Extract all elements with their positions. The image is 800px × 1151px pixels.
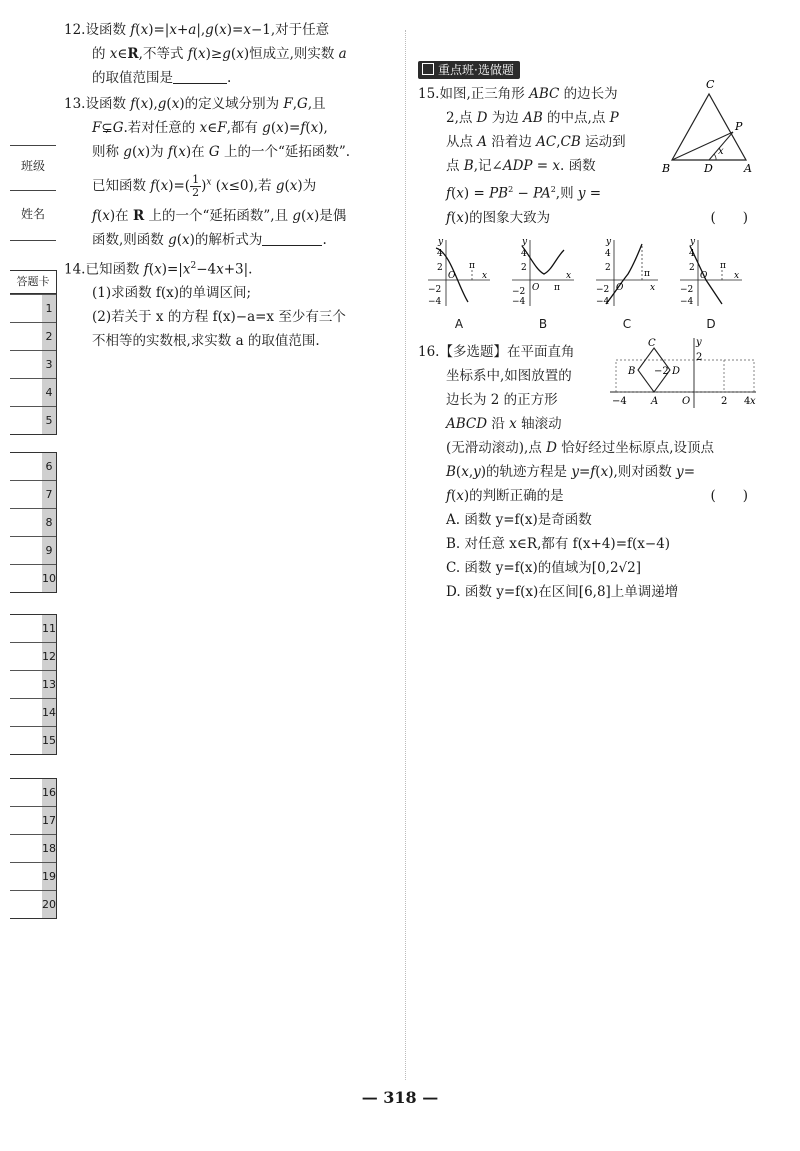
tick-label: 4 <box>521 248 527 259</box>
answer-paren[interactable]: ( ) <box>710 209 748 226</box>
answer-number: 6 <box>42 453 56 480</box>
tick-label: π <box>554 282 560 293</box>
answer-number: 1 <box>42 295 56 322</box>
axis-label: x <box>566 270 572 281</box>
badge-label: 重点班·选做题 <box>438 63 514 77</box>
left-column <box>64 18 404 355</box>
question-12: 12.设函数 f(x)=|x+a|,g(x)=x−1,对于任意 的 x∈R,不等式 f(x)≥g(x)恒成立,则实数 a 的取值范围是 . <box>64 22 347 86</box>
answer-blank[interactable] <box>173 69 227 84</box>
tri-label: B <box>662 162 671 174</box>
tick-label: 2 <box>721 395 728 407</box>
option-graph-a[interactable] <box>424 236 494 332</box>
column-divider <box>405 30 406 1080</box>
axis-label: x <box>650 282 656 293</box>
tri-label: D <box>704 162 713 174</box>
tick-label: π <box>720 260 726 271</box>
option-a[interactable]: A. 函数 y=f(x)是奇函数 <box>446 511 592 528</box>
answer-blank[interactable] <box>262 231 322 246</box>
answer-number: 8 <box>42 509 56 536</box>
q14-part1: (1)求函数 f(x)的单调区间; <box>92 285 252 301</box>
answer-paren[interactable]: ( ) <box>710 487 748 504</box>
tick-label: 4 <box>605 248 611 259</box>
tick-label: O <box>448 270 456 281</box>
fig-label: C <box>648 337 656 349</box>
square-figure <box>608 336 758 410</box>
fig-label: D <box>672 365 681 377</box>
fig-label: O <box>682 395 691 407</box>
tick-label: 2 <box>689 262 695 273</box>
name-label: 姓名 <box>20 207 45 221</box>
tick-label: 2 <box>521 262 527 273</box>
answer-number: 7 <box>42 481 56 508</box>
answer-sheet-group-4 <box>10 778 57 919</box>
answer-number: 18 <box>42 835 56 862</box>
answer-sheet-group-2 <box>10 452 57 593</box>
tick-label: −4 <box>512 296 526 307</box>
tick-label: −2 <box>654 365 669 377</box>
tick-label: −4 <box>428 296 442 307</box>
fig-label: A <box>651 395 659 407</box>
tick-label: −4 <box>680 296 694 307</box>
option-d[interactable]: D. 函数 y=f(x)在区间[6,8]上单调递增 <box>446 583 679 600</box>
tri-label: x <box>718 146 724 157</box>
answer-sheet-group-1 <box>10 270 57 435</box>
question-13: 13.设函数 f(x),g(x)的定义域分别为 F,G,且 F⊊G.若对任意的 x∈F,都有 g(x)=f(x), 则称 g(x)为 f(x)在 G 上的一个“延拓函数”. 已知函数 f(x)=( $\frac{1}{2}$ )$^x$ (x≤0),若 g(x)为 f(x)在 R 上的一个“延拓函数”,且 g(x)是偶 函数,则函数 g(x)的解析式为 . <box>64 96 351 248</box>
question-number: 13. <box>64 96 86 112</box>
sidebar-line <box>10 240 56 241</box>
answer-number: 16 <box>42 779 56 806</box>
tick-label: 4 <box>437 248 443 259</box>
axis-label: y <box>690 236 696 247</box>
option-graph-c[interactable] <box>592 236 662 332</box>
tick-label: 4 <box>744 395 751 407</box>
tick-label: π <box>644 268 650 279</box>
axis-label: y <box>606 236 612 247</box>
answer-number: 11 <box>42 615 56 642</box>
tick-label: −2 <box>680 284 694 295</box>
tri-label: C <box>706 78 715 91</box>
answer-number: 2 <box>42 323 56 350</box>
option-graph-d[interactable] <box>676 236 746 332</box>
graph-a-plot <box>424 236 494 308</box>
tri-label: A <box>744 162 752 174</box>
tick-label: −2 <box>596 284 610 295</box>
answer-number: 15 <box>42 727 56 754</box>
tick-label: 2 <box>605 262 611 273</box>
option-label: A <box>454 316 464 331</box>
question-15: C P x B D A 15.如图,正三角形 ABC 的边长为 2,点 D 为边 AB 的中点,点 P 从点 A 沿着边 AC,CB 运动到 点 B,记∠ADP = x. 函数 $f(x) = PB^2 - PA^2$,则 y = f(x)的图象大致为 ( ) y 4 2 O π x −2 −4 A y 4 2 O π x −2 −4 B y 4 2 O π x −2 −4 C y 4 2 O π x −2 −4 D <box>418 82 758 332</box>
tick-label: 4 <box>689 248 695 259</box>
question-tag: 【多选题】 <box>439 343 507 360</box>
tri-label: P <box>735 120 743 133</box>
graph-c-plot <box>592 236 662 308</box>
tick-label: −2 <box>512 286 526 297</box>
axis-label: y <box>696 336 702 348</box>
question-16: C B D A O y x 2 −2 −4 2 4 16.【多选题】在平面直角 坐标系中,如图放置的 边长为 2 的正方形 ABCD 沿 x 轴滚动 (无滑动滚动),点 D 恰好经过坐标原点,设顶点 B(x,y)的轨迹方程是 y=f(x),则对函数 y= f(x)的判断正确的是 ( ) A. 函数 y=f(x)是奇函数 B. 对任意 x∈R,都有 f(x+4)=f(x−4) C. 函数 y=f(x)的值域为[0,2√2] D. 函数 y=f(x)在区间[6,8]上单调递增 <box>418 340 758 604</box>
answer-number: 19 <box>42 863 56 890</box>
graph-b-plot <box>508 236 578 308</box>
tick-label: −2 <box>428 284 442 295</box>
right-column <box>418 58 758 606</box>
option-b[interactable]: B. 对任意 x∈R,都有 f(x+4)=f(x−4) <box>446 535 671 552</box>
tick-label: O <box>700 270 708 281</box>
option-label: B <box>538 316 548 331</box>
tick-label: 2 <box>437 262 443 273</box>
question-14: 14.已知函数 $f(x)=|x^2-4x+3|$. (1)求函数 f(x)的单调区间; (2)若关于 x 的方程 f(x)−a=x 至少有三个 不相等的实数根,求实数 a 的取值范围. <box>64 254 404 354</box>
question-number: 12. <box>64 22 86 38</box>
triangle-figure <box>658 74 758 174</box>
option-label: D <box>706 316 716 331</box>
question-number: 16. <box>418 343 440 360</box>
answer-sheet-group-3 <box>10 614 57 755</box>
tick-label: −4 <box>612 395 627 407</box>
fig-label: B <box>628 365 636 377</box>
answer-number: 17 <box>42 807 56 834</box>
answer-number: 9 <box>42 537 56 564</box>
page-number: — 318 — <box>361 1088 439 1107</box>
answer-number: 14 <box>42 699 56 726</box>
axis-label: x <box>482 270 488 281</box>
class-label: 班级 <box>20 159 45 173</box>
question-number: 15. <box>418 86 440 102</box>
axis-label: x <box>750 395 756 407</box>
option-c[interactable]: C. 函数 y=f(x)的值域为[0,2√2] <box>446 559 641 576</box>
answer-number: 3 <box>42 351 56 378</box>
graph-d-plot <box>676 236 746 308</box>
answer-number: 4 <box>42 379 56 406</box>
answer-number: 10 <box>42 565 56 592</box>
axis-label: y <box>438 236 444 247</box>
q14-part2-line2: 不相等的实数根,求实数 a 的取值范围. <box>92 333 320 349</box>
sidebar-line <box>10 190 56 191</box>
axis-label: y <box>522 236 528 247</box>
answer-number: 5 <box>42 407 56 434</box>
tick-label: −4 <box>596 296 610 307</box>
answer-number: 20 <box>42 891 56 918</box>
axis-label: x <box>734 270 740 281</box>
notebook-icon <box>422 63 434 75</box>
option-graphs <box>424 236 758 332</box>
tick-label: O <box>532 282 540 293</box>
answer-number: 13 <box>42 671 56 698</box>
tick-label: O <box>616 282 624 293</box>
option-graph-b[interactable] <box>508 236 578 332</box>
answer-sheet-title: 答题卡 <box>10 271 56 294</box>
answer-number: 12 <box>42 643 56 670</box>
question-number: 14. <box>64 261 86 277</box>
q14-part2-line1: (2)若关于 x 的方程 f(x)−a=x 至少有三个 <box>92 309 346 325</box>
option-label: C <box>622 316 632 331</box>
tick-label: π <box>469 260 475 271</box>
tick-label: 2 <box>696 351 703 363</box>
